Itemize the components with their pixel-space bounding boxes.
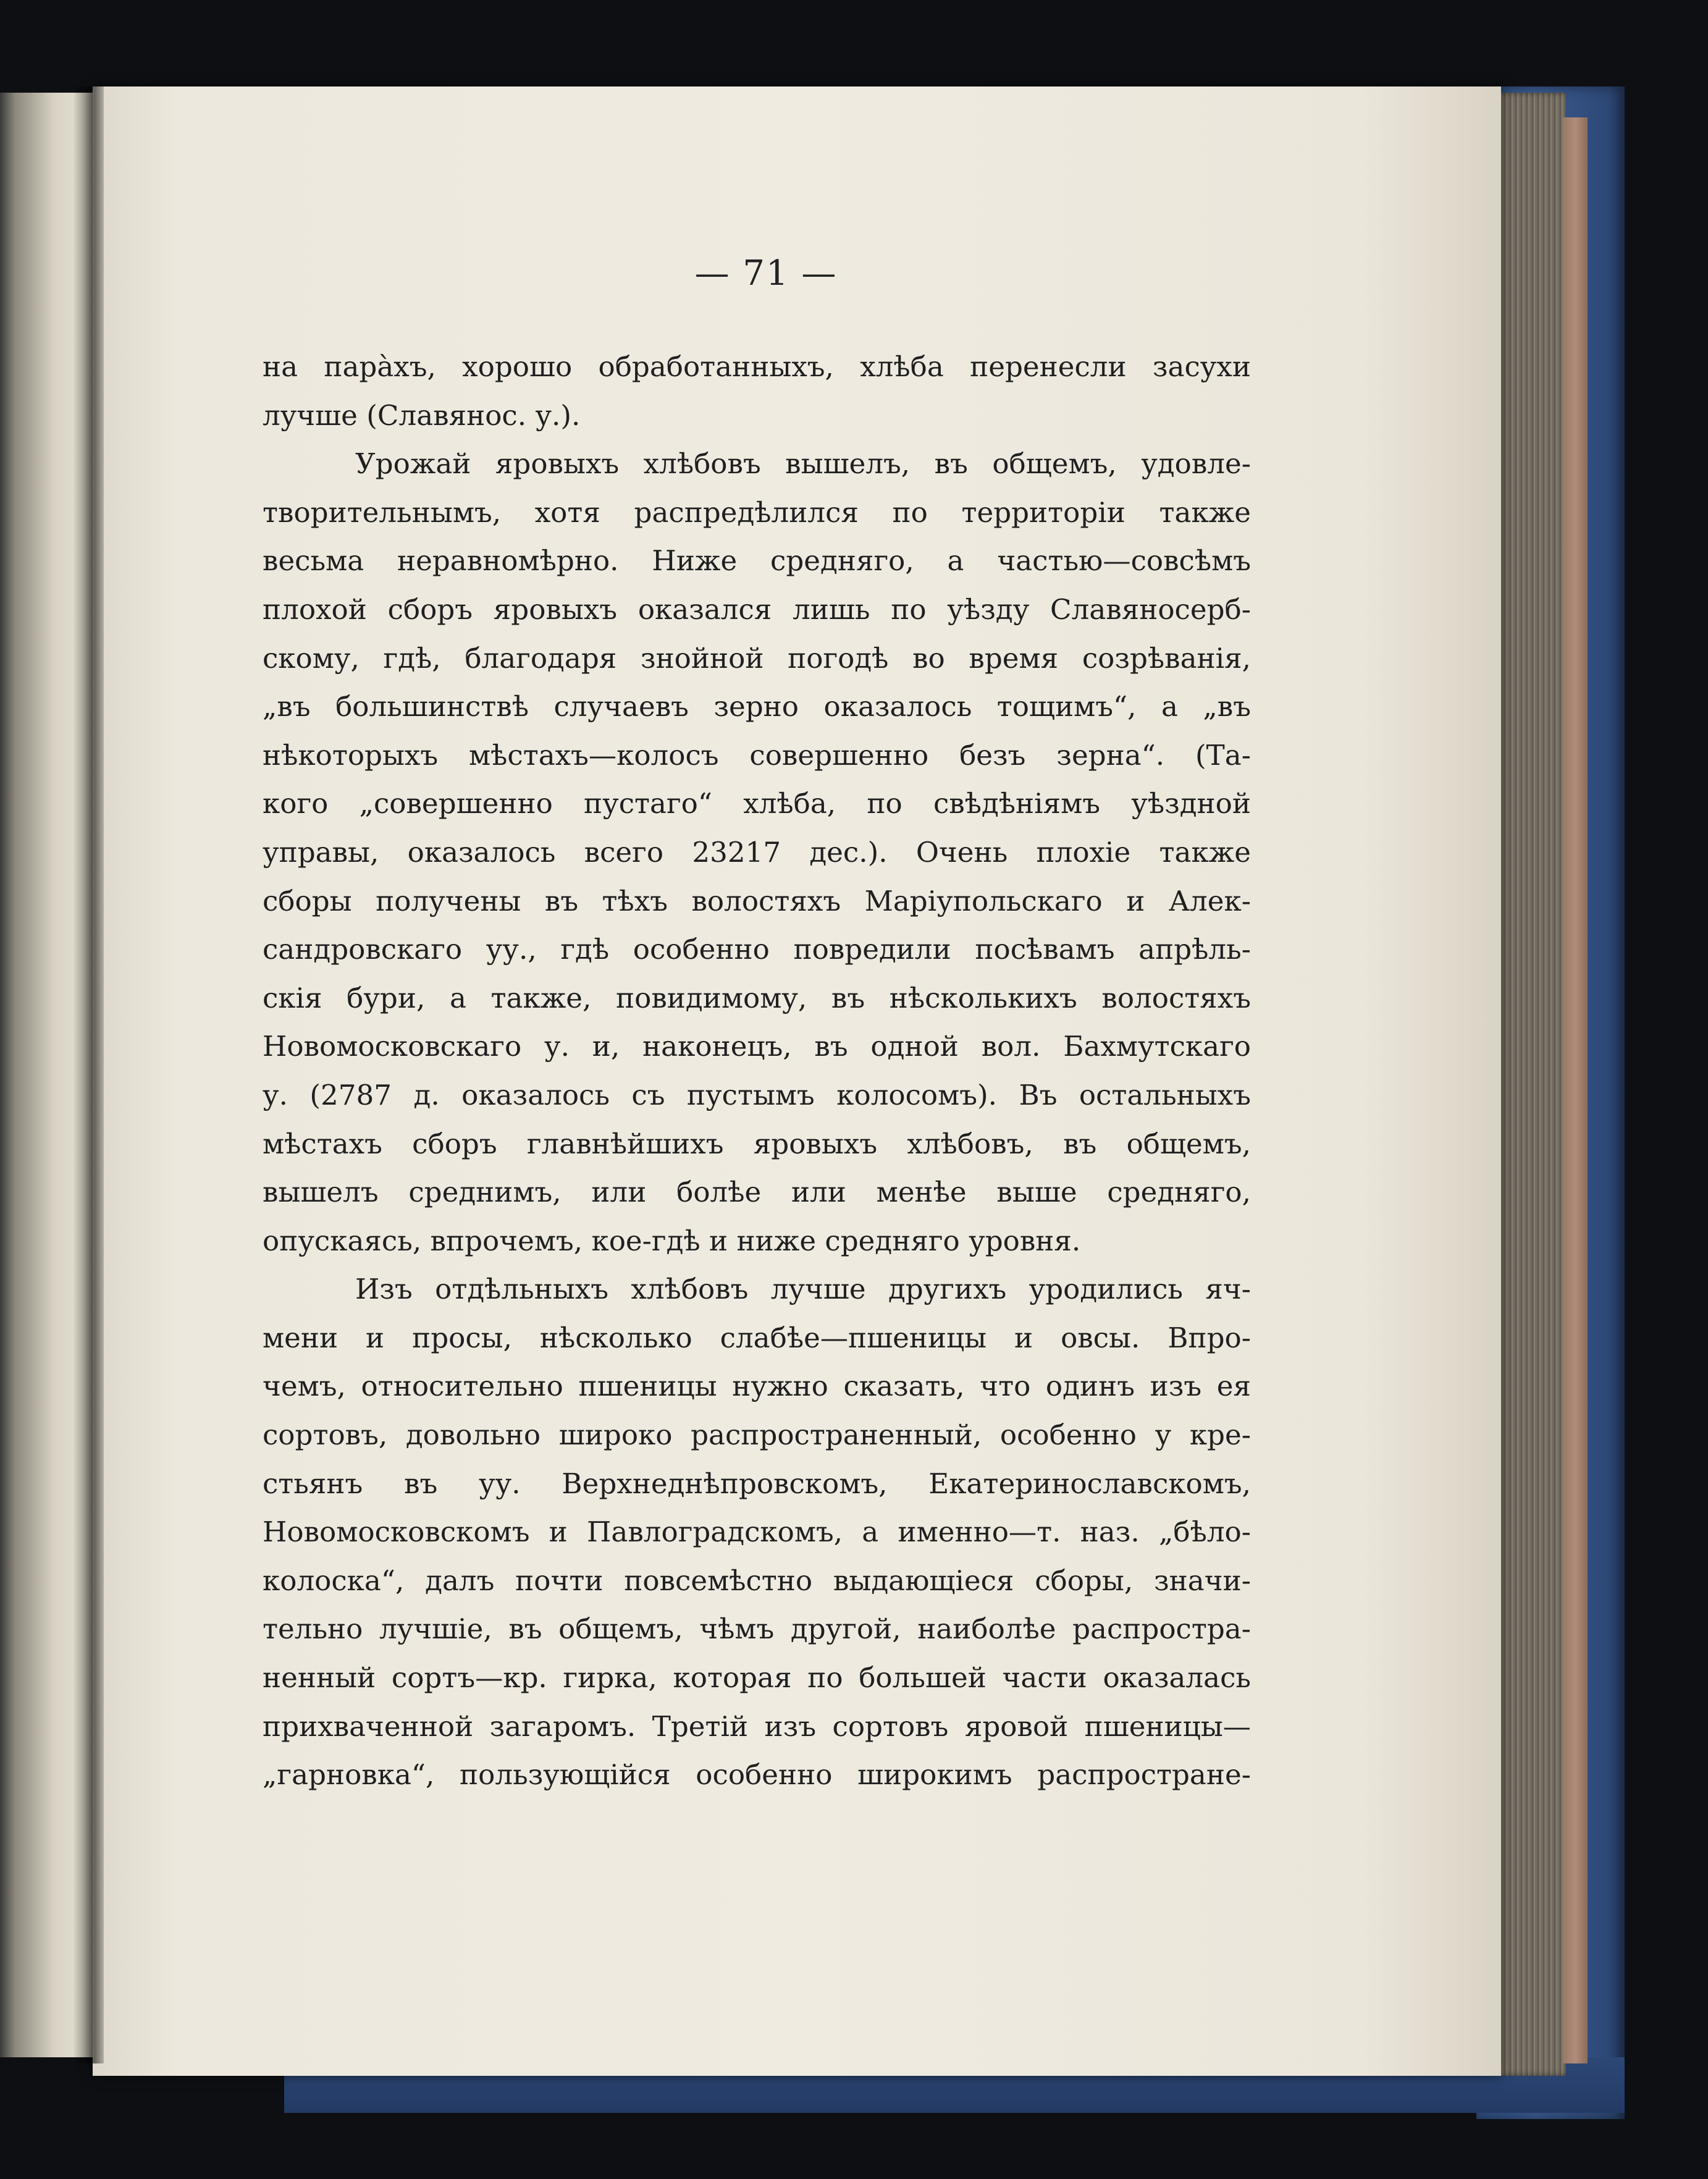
- page-number: — 71 —: [694, 253, 838, 293]
- text-line: весьма неравномѣрно. Ниже средняго, а частью—совсѣмъ: [263, 544, 1251, 578]
- text-line: нѣкоторыхъ мѣстахъ—колосъ совершенно безъ зерна“. (Та-: [263, 738, 1251, 772]
- text-line: творительнымъ, хотя распредѣлился по территоріи также: [263, 495, 1251, 529]
- text-line: Изъ отдѣльныхъ хлѣбовъ лучше другихъ уродились яч-: [355, 1273, 1251, 1306]
- text-line: чемъ, относительно пшеницы нужно сказать, что одинъ изъ ея: [263, 1370, 1251, 1403]
- text-line: тельно лучшіе, въ общемъ, чѣмъ другой, наиболѣе распростра-: [263, 1612, 1251, 1646]
- text-line: мени и просы, нѣсколько слабѣе—пшеницы и овсы. Впро-: [263, 1321, 1251, 1354]
- text-line: „въ большинствѣ случаевъ зерно оказалось тощимъ“, а „въ: [263, 690, 1251, 723]
- body-text: [263, 343, 1251, 1800]
- text-line: колоска“, далъ почти повсемѣстно выдающіеся сборы, значи-: [263, 1564, 1251, 1597]
- text-line: у. (2787 д. оказалось съ пустымъ колосомъ). Въ остальныхъ: [263, 1078, 1251, 1111]
- text-line: на парàхъ, хорошо обработанныхъ, хлѣба перенесли засухи: [263, 350, 1251, 383]
- page-block-fore-edge: [1492, 93, 1566, 2076]
- text-line: стьянъ въ уу. Верхнеднѣпровскомъ, Екатеринославскомъ,: [263, 1467, 1251, 1500]
- text-line: сборы получены въ тѣхъ волостяхъ Маріупольскаго и Алек-: [263, 884, 1251, 917]
- text-line: скія бури, а также, повидимому, въ нѣсколькихъ волостяхъ: [263, 981, 1251, 1014]
- text-line: скому, гдѣ, благодаря знойной погодѣ во время созрѣванія,: [263, 641, 1251, 675]
- text-line: Урожай яровыхъ хлѣбовъ вышелъ, въ общемъ, удовле-: [355, 447, 1251, 481]
- text-line: „гарновка“, пользующійся особенно широкимъ распростране-: [263, 1758, 1251, 1792]
- text-line: сортовъ, довольно широко распространенный, особенно у кре-: [263, 1418, 1251, 1452]
- text-line: ненный сортъ—кр. гирка, которая по большей части оказалась: [263, 1661, 1251, 1695]
- text-line: лучше (Славянос. у.).: [263, 398, 581, 432]
- text-line: вышелъ среднимъ, или болѣе или менѣе выше средняго,: [263, 1176, 1251, 1209]
- text-line: управы, оказалось всего 23217 дес.). Очень плохіе также: [263, 835, 1251, 869]
- text-line: Новомосковскомъ и Павлоградскомъ, а именно—т. наз. „бѣло-: [263, 1515, 1251, 1549]
- text-line: прихваченной загаромъ. Третій изъ сортовъ яровой пшеницы—: [263, 1709, 1251, 1743]
- gutter-shadow: [73, 86, 104, 2063]
- text-line: опускаясь, впрочемъ, кое-гдѣ и ниже средняго уровня.: [263, 1224, 1081, 1257]
- text-line: плохой сборъ яровыхъ оказался лишь по уѣзду Славяносерб-: [263, 592, 1251, 626]
- text-line: сандровскаго уу., гдѣ особенно повредили посѣвамъ апрѣль-: [263, 933, 1251, 966]
- text-line: мѣстахъ сборъ главнѣйшихъ яровыхъ хлѣбовъ, въ общемъ,: [263, 1127, 1251, 1160]
- text-line: кого „совершенно пустаго“ хлѣба, по свѣдѣніямъ уѣздной: [263, 787, 1251, 820]
- text-line: Новомосковскаго у. и, наконецъ, въ одной вол. Бахмутскаго: [263, 1030, 1251, 1063]
- page-edge-trim: [1563, 117, 1588, 2063]
